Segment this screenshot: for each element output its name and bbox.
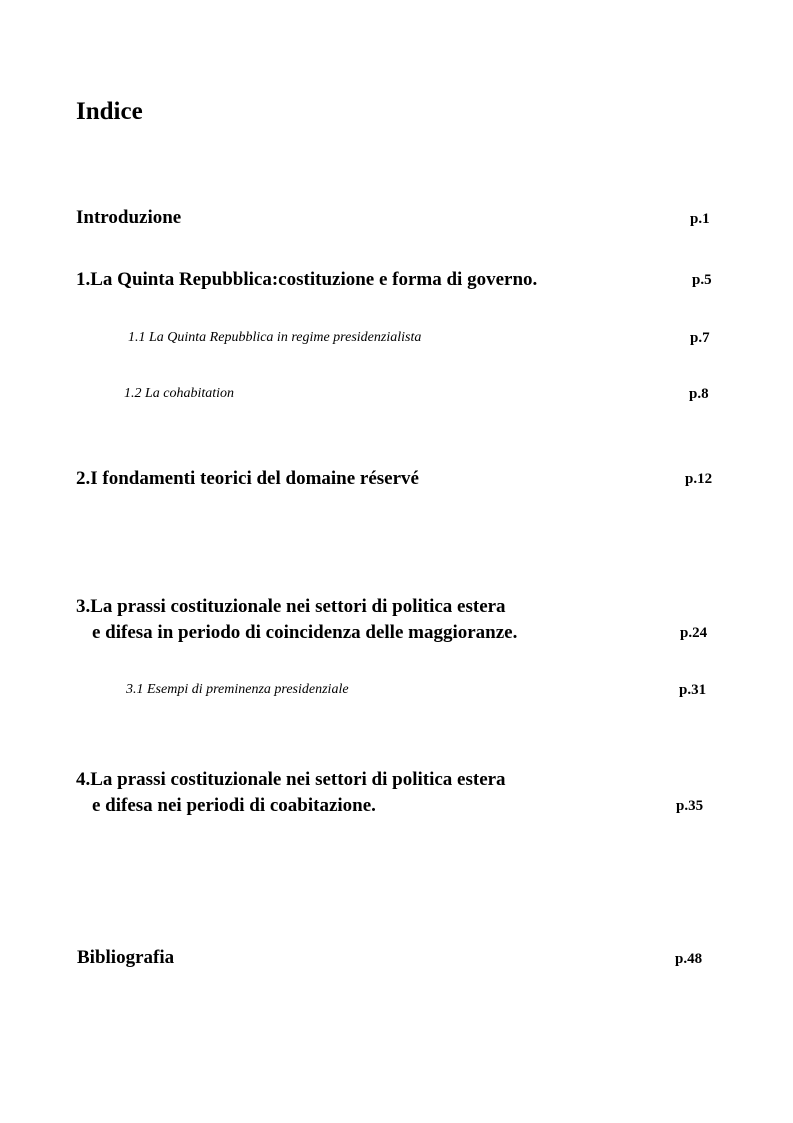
toc-page-section-3-1: p.31 [679, 682, 707, 698]
toc-entry-chapter-3-line-1: 3.La prassi costituzionale nei settori di politica estera [76, 596, 506, 617]
toc-entry-section-1-2: 1.2 La cohabitation [124, 386, 235, 401]
toc-page-introduzione: p.1 [690, 211, 710, 227]
toc-entry-bibliografia: Bibliografia [77, 947, 175, 968]
toc-entry-chapter-1: 1.La Quinta Repubblica:costituzione e forma di governo. [76, 269, 538, 290]
toc-page-chapter-4: p.35 [676, 798, 704, 814]
toc-entry-chapter-3-line-2: e difesa in periodo di coincidenza delle maggioranze. [92, 622, 518, 643]
toc-entry-section-1-1: 1.1 La Quinta Repubblica in regime presidenzialista [128, 330, 422, 345]
toc-entry-chapter-4-line-2: e difesa nei periodi di coabitazione. [92, 795, 376, 816]
toc-entry-section-3-1: 3.1 Esempi di preminenza presidenziale [126, 682, 349, 697]
toc-page-chapter-3: p.24 [680, 625, 708, 641]
page-title: Indice [76, 98, 143, 125]
toc-page-chapter-2: p.12 [685, 471, 713, 487]
toc-entry-chapter-4-line-1: 4.La prassi costituzionale nei settori di politica estera [76, 769, 506, 790]
toc-entry-chapter-2: 2.I fondamenti teorici del domaine réservé [76, 468, 419, 489]
toc-page-bibliografia: p.48 [675, 951, 703, 967]
toc-page-section-1-1: p.7 [690, 330, 710, 346]
toc-page-section-1-2: p.8 [689, 386, 709, 402]
toc-entry-introduzione: Introduzione [76, 207, 182, 228]
toc-page-chapter-1: p.5 [692, 272, 712, 288]
